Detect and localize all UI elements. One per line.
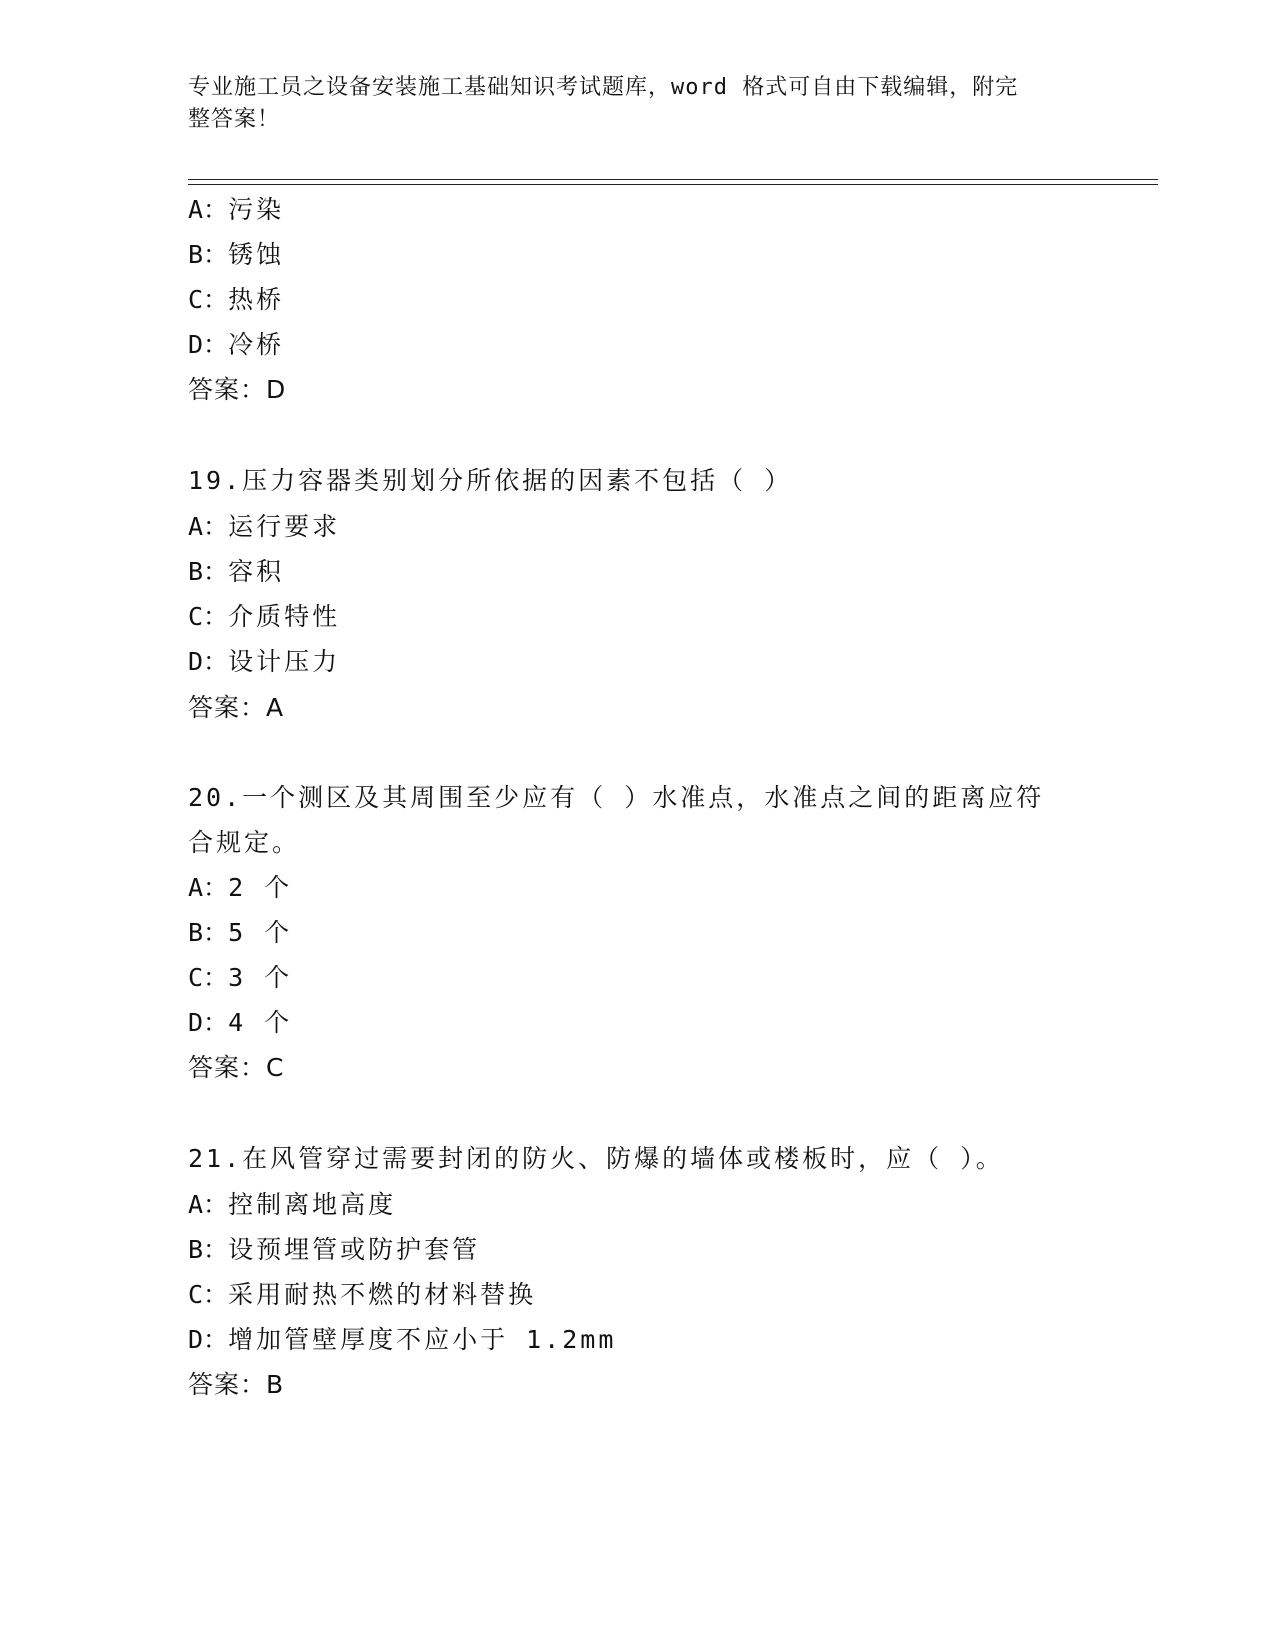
question-19-option-c: C：介质特性 <box>188 602 341 631</box>
question-21-answer: 答案：B <box>188 1370 285 1399</box>
header-divider-top <box>188 179 1158 180</box>
question-19-stem: 19.压力容器类别划分所依据的因素不包括（ ） <box>188 466 793 495</box>
prev-option-c: C：热桥 <box>188 285 285 314</box>
document-header <box>188 72 1068 136</box>
prev-option-d: D：冷桥 <box>188 330 285 359</box>
question-20-option-c: C：3 个 <box>188 963 293 992</box>
question-20-stem-line-1: 20.一个测区及其周围至少应有（ ）水准点，水准点之间的距离应符 <box>188 783 1045 812</box>
header-line-2: 整答案！ <box>188 107 281 132</box>
question-20-answer: 答案：C <box>188 1053 285 1082</box>
question-19-answer: 答案：A <box>188 693 285 722</box>
question-19-option-a: A：运行要求 <box>188 512 341 541</box>
question-19-option-b: B：容积 <box>188 557 285 586</box>
prev-option-a: A：污染 <box>188 195 285 224</box>
header-line-1: 专业施工员之设备安装施工基础知识考试题库，word 格式可自由下载编辑，附完 <box>188 75 1019 100</box>
question-21-option-a: A：控制离地高度 <box>188 1190 397 1219</box>
question-21-option-c: C：采用耐热不燃的材料替换 <box>188 1280 537 1309</box>
prev-answer: 答案：D <box>188 375 287 404</box>
question-20-option-b: B：5 个 <box>188 918 293 947</box>
question-20-option-d: D：4 个 <box>188 1008 293 1037</box>
question-21-stem: 21.在风管穿过需要封闭的防火、防爆的墙体或楼板时，应（ ）。 <box>188 1144 1004 1173</box>
question-20-stem-line-2: 合规定。 <box>188 828 301 857</box>
header-divider-bottom <box>188 184 1158 185</box>
question-20-option-a: A：2 个 <box>188 873 293 902</box>
question-21-option-d: D：增加管壁厚度不应小于 1.2mm <box>188 1325 617 1354</box>
prev-option-b: B：锈蚀 <box>188 240 285 269</box>
question-21-option-b: B：设预埋管或防护套管 <box>188 1235 481 1264</box>
question-19-option-d: D：设计压力 <box>188 647 341 676</box>
